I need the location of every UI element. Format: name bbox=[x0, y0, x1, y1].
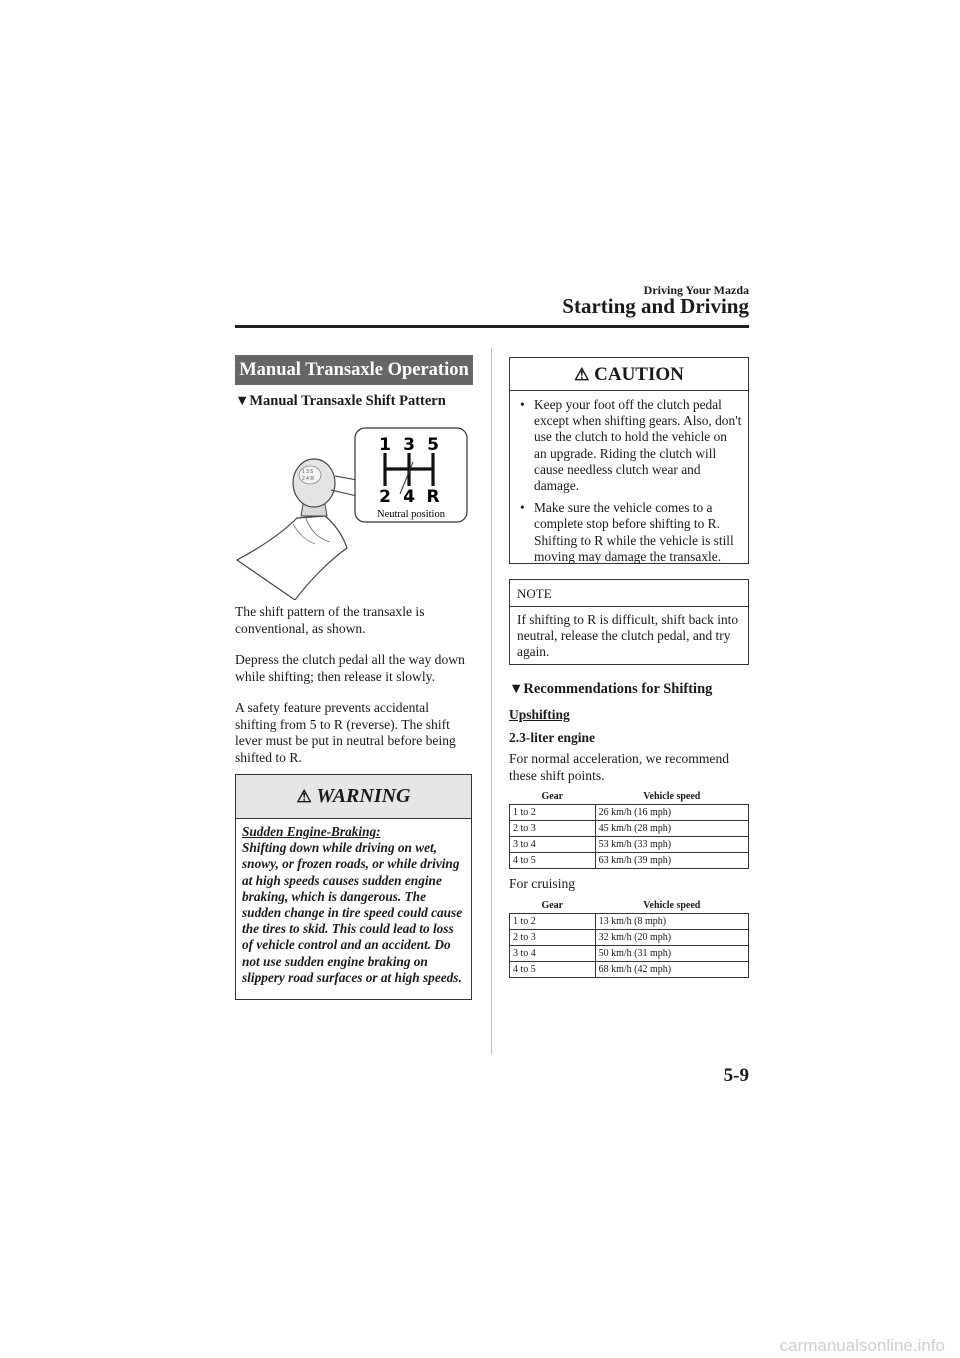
bullet-icon: • bbox=[520, 500, 525, 516]
table-cell: 32 km/h (20 mph) bbox=[595, 930, 748, 946]
shift-points-table-cruising bbox=[509, 898, 749, 978]
section-title: Manual Transaxle Operation bbox=[235, 355, 473, 385]
warning-text: Shifting down while driving on wet, snowy, or frozen roads, or while driving at high speeds causes sudden engine braking, which is dangerous. The sudden change in tire speed could cause the tires to skid. This could lead to loss of vehicle control and an accident. Do not use sudden engine braking on slippery road surfaces or at high speeds. bbox=[242, 840, 463, 985]
gear-label: 2 bbox=[379, 487, 391, 507]
caution-bullet-text: Make sure the vehicle comes to a complete stop before shifting to R. Shifting to R while the vehicle is still moving may damage the transaxle. bbox=[534, 500, 734, 564]
table-cell: 1 to 2 bbox=[510, 914, 596, 930]
gear-label: 5 bbox=[427, 435, 439, 455]
triangle-down-icon: ▼ bbox=[235, 393, 250, 409]
table-row bbox=[510, 821, 749, 837]
gear-label: 3 bbox=[403, 435, 415, 455]
table-row bbox=[510, 853, 749, 869]
page-number: 5-9 bbox=[723, 1065, 749, 1086]
table-cell: 26 km/h (16 mph) bbox=[595, 805, 748, 821]
warning-body bbox=[236, 819, 471, 986]
normal-acceleration-intro: For normal acceleration, we recommend these shift points. bbox=[509, 751, 730, 783]
shift-pattern-diagram bbox=[235, 420, 475, 600]
table-cell: 1 to 2 bbox=[510, 805, 596, 821]
svg-text:2 4 R: 2 4 R bbox=[302, 476, 314, 482]
table-cell: 2 to 3 bbox=[510, 821, 596, 837]
warning-triangle-icon: ⚠ bbox=[296, 787, 312, 806]
table-cell: 4 to 5 bbox=[510, 962, 596, 978]
gear-label: 4 bbox=[403, 487, 415, 507]
caution-bullet bbox=[516, 397, 742, 494]
upshifting-heading: Upshifting bbox=[509, 707, 570, 722]
gear-label: R bbox=[426, 487, 440, 507]
subhead-recommendations-text: Recommendations for Shifting bbox=[523, 681, 713, 697]
paragraph: A safety feature prevents accidental shifting from 5 to R (reverse). The shift lever must be put in neutral before being shifted to R. bbox=[235, 700, 456, 765]
table-cell: 45 km/h (28 mph) bbox=[595, 821, 748, 837]
table-row bbox=[510, 837, 749, 853]
table-header: Gear bbox=[510, 789, 596, 805]
warning-triangle-icon: ⚠ bbox=[574, 365, 590, 384]
caution-bullet bbox=[516, 500, 742, 565]
triangle-down-icon: ▼ bbox=[509, 681, 524, 697]
warning-header bbox=[236, 775, 471, 819]
caution-header bbox=[510, 358, 748, 391]
table-header: Vehicle speed bbox=[595, 898, 748, 914]
gear-label: 1 bbox=[379, 435, 391, 455]
table-cell: 2 to 3 bbox=[510, 930, 596, 946]
section-heading: Starting and Driving bbox=[562, 294, 749, 318]
table-row bbox=[510, 946, 749, 962]
table-header-row bbox=[510, 898, 749, 914]
paragraph: The shift pattern of the transaxle is conventional, as shown. bbox=[235, 604, 425, 636]
cruising-intro: For cruising bbox=[509, 876, 576, 891]
note-text: If shifting to R is difficult, shift back into neutral, release the clutch pedal, and try again. bbox=[517, 612, 739, 660]
table-cell: 63 km/h (39 mph) bbox=[595, 853, 748, 869]
table-cell: 50 km/h (31 mph) bbox=[595, 946, 748, 962]
caution-body bbox=[510, 391, 748, 565]
subhead-shift-pattern bbox=[235, 393, 446, 410]
table-cell: 3 to 4 bbox=[510, 837, 596, 853]
paragraph: Depress the clutch pedal all the way down while shifting; then release it slowly. bbox=[235, 652, 465, 684]
shift-boot bbox=[237, 516, 347, 600]
table-row bbox=[510, 805, 749, 821]
table-row bbox=[510, 962, 749, 978]
table-header-row bbox=[510, 789, 749, 805]
subhead-recommendations bbox=[509, 681, 712, 698]
note-box bbox=[509, 579, 749, 665]
table-header: Vehicle speed bbox=[595, 789, 748, 805]
table-row bbox=[510, 930, 749, 946]
column-divider bbox=[491, 348, 492, 1054]
chapter-label: Driving Your Mazda bbox=[643, 283, 749, 297]
engine-label: 2.3-liter engine bbox=[509, 730, 595, 745]
caution-box bbox=[509, 357, 749, 564]
table-cell: 68 km/h (42 mph) bbox=[595, 962, 748, 978]
table-cell: 53 km/h (33 mph) bbox=[595, 837, 748, 853]
warning-lead: Sudden Engine-Braking: bbox=[242, 824, 381, 839]
table-cell: 13 km/h (8 mph) bbox=[595, 914, 748, 930]
warning-box bbox=[235, 774, 472, 1000]
neutral-position-caption: Neutral position bbox=[377, 509, 445, 520]
table-cell: 3 to 4 bbox=[510, 946, 596, 962]
caution-bullet-text: Keep your foot off the clutch pedal except when shifting gears. Also, don't use the clutch to hold the vehicle on an upgrade. Riding the clutch will cause needless clutch wear and damage. bbox=[534, 397, 742, 494]
caution-title: CAUTION bbox=[594, 364, 684, 385]
shift-points-table-normal bbox=[509, 789, 749, 869]
subhead-shift-pattern-text: Manual Transaxle Shift Pattern bbox=[249, 393, 446, 409]
note-title: NOTE bbox=[510, 580, 748, 607]
watermark: carmanualsonline.info bbox=[779, 1336, 945, 1355]
table-cell: 4 to 5 bbox=[510, 853, 596, 869]
header-rule bbox=[235, 325, 749, 328]
table-row bbox=[510, 914, 749, 930]
table-header: Gear bbox=[510, 898, 596, 914]
bullet-icon: • bbox=[520, 397, 525, 412]
warning-title: WARNING bbox=[316, 785, 411, 807]
svg-text:1 3 5: 1 3 5 bbox=[302, 469, 314, 475]
